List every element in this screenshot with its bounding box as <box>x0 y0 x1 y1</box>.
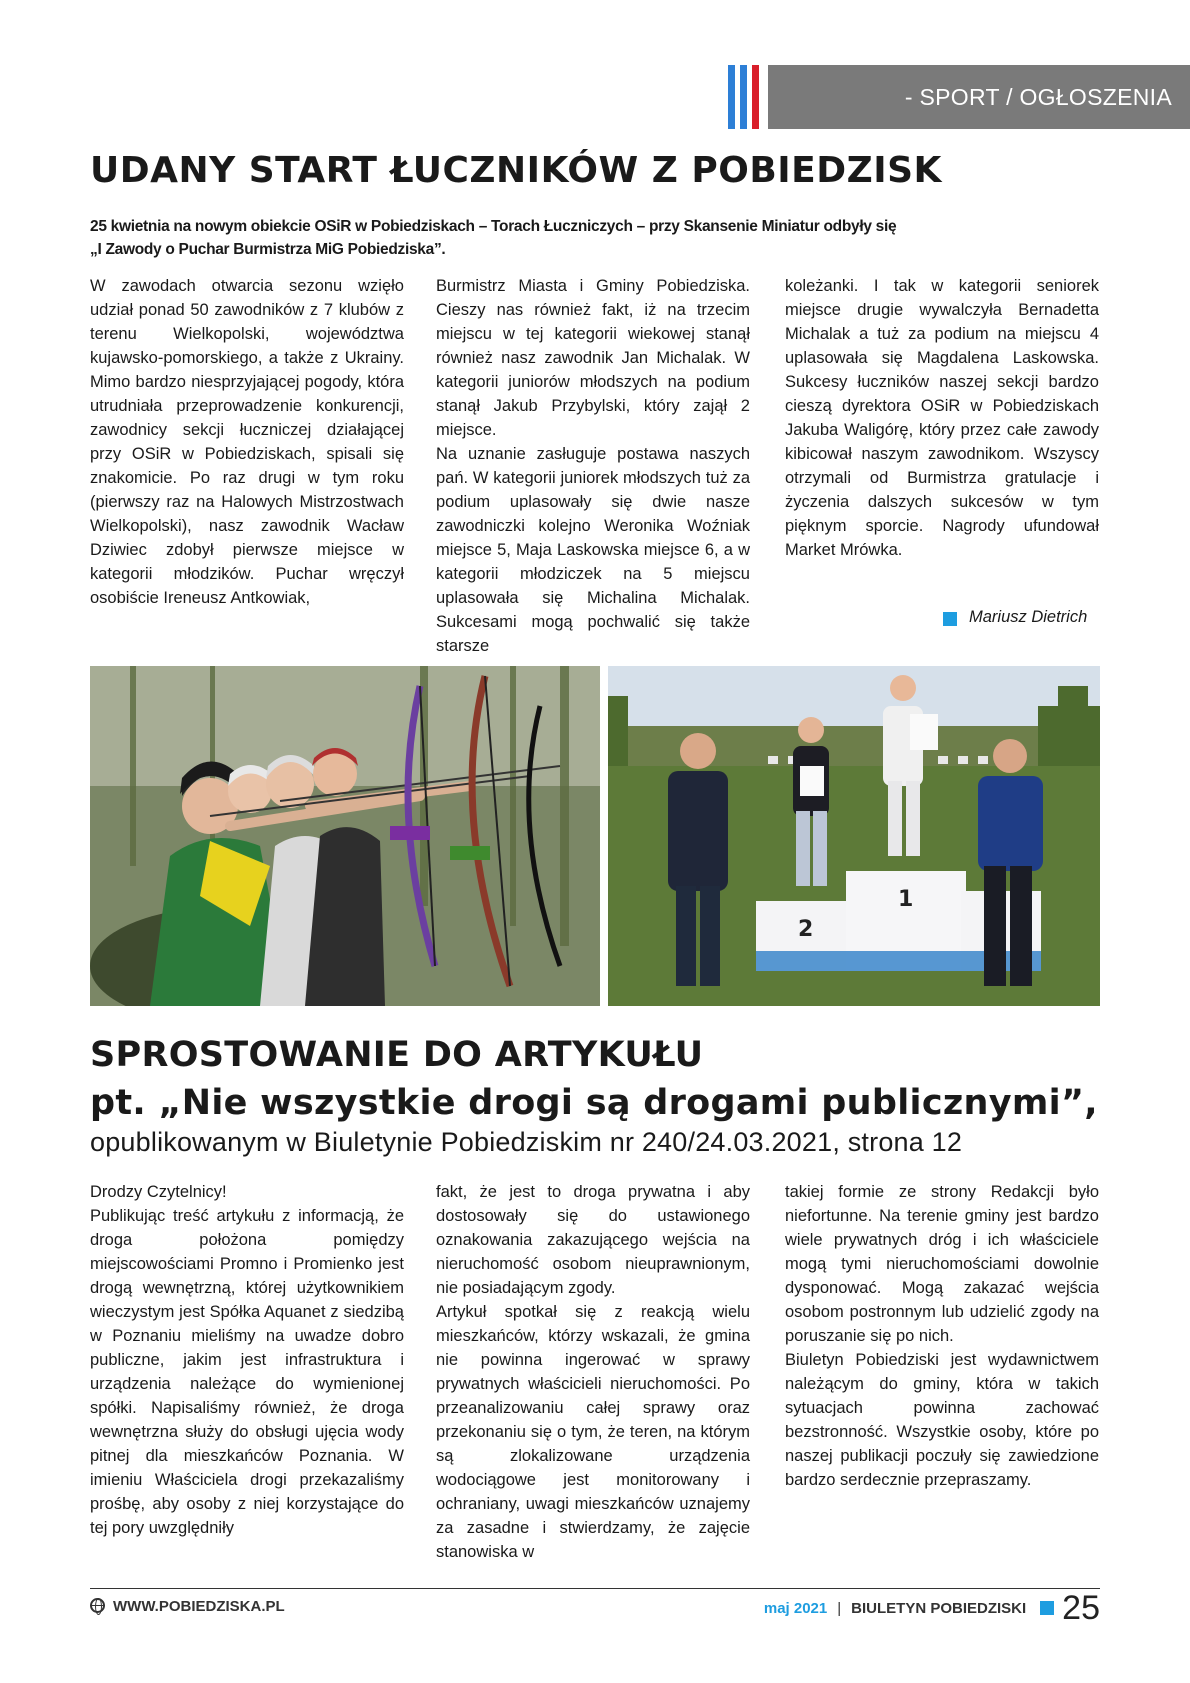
footer-url-text: WWW.POBIEDZISKA.PL <box>113 1598 285 1615</box>
archers-illustration <box>90 666 600 1006</box>
podium-number-2: 2 <box>798 917 814 942</box>
footer-magazine-name: BIULETYN POBIEDZISKI <box>851 1599 1027 1617</box>
globe-icon <box>90 1598 105 1613</box>
article2-col2-paragraph-2: Artykuł spotkał się z reakcją wielu mieszkańców, którzy wskazali, że gmina nie powinna ingerować w sprawy prywatnych właścicieli nieruchomości. Po przeanalizowaniu całej sprawy oraz przekonaniu się o tym, że teren, na którym są zlokalizowane urządzenia wodociągowe jest monitorowany i ochraniany, uwagi mieszkańców uznajemy za zasadne i stwierdzamy, że zajęcie stanowiska w <box>436 1303 750 1561</box>
section-label: - SPORT / OGŁOSZENIA <box>768 65 1190 129</box>
podium-photo <box>608 666 1100 1006</box>
author-name: Mariusz Dietrich <box>969 608 1088 626</box>
footer-rule <box>90 1588 1100 1589</box>
footer-square-icon <box>1040 1601 1054 1615</box>
article1-author <box>945 608 1087 627</box>
article1-col2-paragraph-2: Na uznanie zasługuje postawa naszych pań. W kategorii juniorek młodszych tuż za podium uplasowały się dwie nasze zawodniczki kolejno Weronika Woźniak miejsce 5, Maja Laskowska miejsce 6, a w kategorii młodziczek na 5 miejscu uplasowała się Michalina Michalak. Sukcesami mogą pochwalić się także starsze <box>436 445 750 655</box>
article2-col3-paragraph-2: Biuletyn Pobiedziski jest wydawnictwem należącym do gminy, która w takich sytuacjach powinna zachować bezstronność. Wszystkie osoby, które po naszej publikacji poczuły się zawiedzione bardzo serdecznie przepraszamy. <box>785 1351 1099 1489</box>
article1-col2-paragraph-1: Burmistrz Miasta i Gminy Pobiedziska. Cieszy nas również fakt, iż na trzecim miejscu w tej kategorii wiekowej stanął również nasz zawodnik Jan Michalak. W kategorii juniorów młodszych na podium stanął Jakub Przybylski, który zajął 2 miejsce. <box>436 277 750 439</box>
article1-col3-text: koleżanki. I tak w kategorii seniorek miejsce drugie wywalczyła Bernadetta Michalak a tuż za podium na miejscu 4 uplasowała się Magdalena Laskowska. Sukcesy łuczników naszej sekcji bardzo cieszą dyrektora OSiR w Pobiedziskach Jakuba Waligórę, który przez całe zawody kibicował naszym zawodnikom. Wszyscy otrzymali od Burmistrza gratulacje i życzenia dalszych sukcesów w tym pięknym sporcie. Nagrody ufundował Market Mrówka. <box>785 277 1099 559</box>
header-stripe-red <box>752 65 759 129</box>
footer-date: maj 2021 <box>763 1599 828 1617</box>
article2-col2-paragraph-1: fakt, że jest to droga prywatna i aby dostosowały się do ustawionego oznakowania zakazującego wejścia na nieruchomość osobom nieuprawnionym, nie posiadającym zgody. <box>436 1183 750 1297</box>
archers-photo <box>90 666 600 1006</box>
article2-column-3 <box>785 1180 1099 1492</box>
header-stripe-blue-1 <box>728 65 735 129</box>
article2-title-line2: pt. „Nie wszystkie drogi są drogami publicznymi”, <box>90 1083 1098 1123</box>
article2-column-1 <box>90 1180 404 1540</box>
page-number: 25 <box>1062 1588 1100 1627</box>
article2-col3-paragraph-1: takiej formie ze strony Redakcji było niefortunne. Na terenie gminy jest bardzo wiele prywatnych dróg i ich właściciele mogą tymi nieruchomościami dowolnie dysponować. Mogą zakazać wejścia osobom postronnym lub udzielić zgody na poruszanie się po nich. <box>785 1183 1099 1345</box>
podium-illustration <box>608 666 1100 1006</box>
article2-col1-paragraph: Publikując treść artykułu z informacją, że droga położona pomiędzy miejscowościami Promno i Promienko jest drogą wewnętrzną, której użytkownikiem wieczystym jest Spółka Aquanet z siedzibą w Poznaniu mieliśmy na uwadze dobro publiczne, jakim jest infrastruktura i urządzenia należące do wymienionej spółki. Napisaliśmy również, że droga wewnętrzna służy do obsługi ujęcia wody pitnej dla mieszkańców Poznania. W imieniu Właściciela drogi przekazaliśmy prośbę, aby osoby z niej korzystające do tej pory uwzględniły <box>90 1207 404 1537</box>
article1-title: UDANY START ŁUCZNIKÓW Z POBIEDZISK <box>90 150 942 191</box>
article1-lead-line1: 25 kwietnia na nowym obiekcie OSiR w Pobiedziskach – Torach Łuczniczych – przy Skansenie Miniatur odbyły się <box>90 218 897 235</box>
podium-number-1: 1 <box>898 887 914 912</box>
article1-column-2 <box>436 274 750 658</box>
article1-lead-line2: „I Zawody o Puchar Burmistrza MiG Pobiedziska”. <box>90 241 446 258</box>
article1-col1-text: W zawodach otwarcia sezonu wzięło udział ponad 50 zawodników z 7 klubów z terenu Wielkopolski, województwa kujawsko-pomorskiego, a także z Ukrainy. Mimo bardzo niesprzyjającej pogody, która utrudniała przeprowadzenie konkurencji, zawodnicy sekcji łuczniczej działającej przy OSiR w Pobiedziskach, spisali się znakomicie. Po raz drugi w tym roku (pierwszy raz na Halowych Mistrzostwach Wielkopolski), nasz zawodnik Wacław Dziwiec zdobył pierwsze miejsce w kategorii młodzików. Puchar wręczył osobiście Ireneusz Antkowiak, <box>90 277 404 607</box>
article1-column-1 <box>90 274 404 610</box>
article2-subtitle: opublikowanym w Biuletynie Pobiedziskim nr 240/24.03.2021, strona 12 <box>90 1127 963 1157</box>
header-stripe-blue-2 <box>740 65 747 129</box>
footer-info <box>764 1590 1100 1626</box>
article2-column-2 <box>436 1180 750 1564</box>
footer-website[interactable] <box>90 1598 285 1615</box>
footer-separator: | <box>837 1599 842 1617</box>
article2-title-line1: SPROSTOWANIE DO ARTYKUŁU <box>90 1035 704 1075</box>
article1-lead <box>90 215 1090 261</box>
article2-col1-greeting: Drodzy Czytelnicy! <box>90 1183 227 1201</box>
article1-column-3 <box>785 274 1099 562</box>
